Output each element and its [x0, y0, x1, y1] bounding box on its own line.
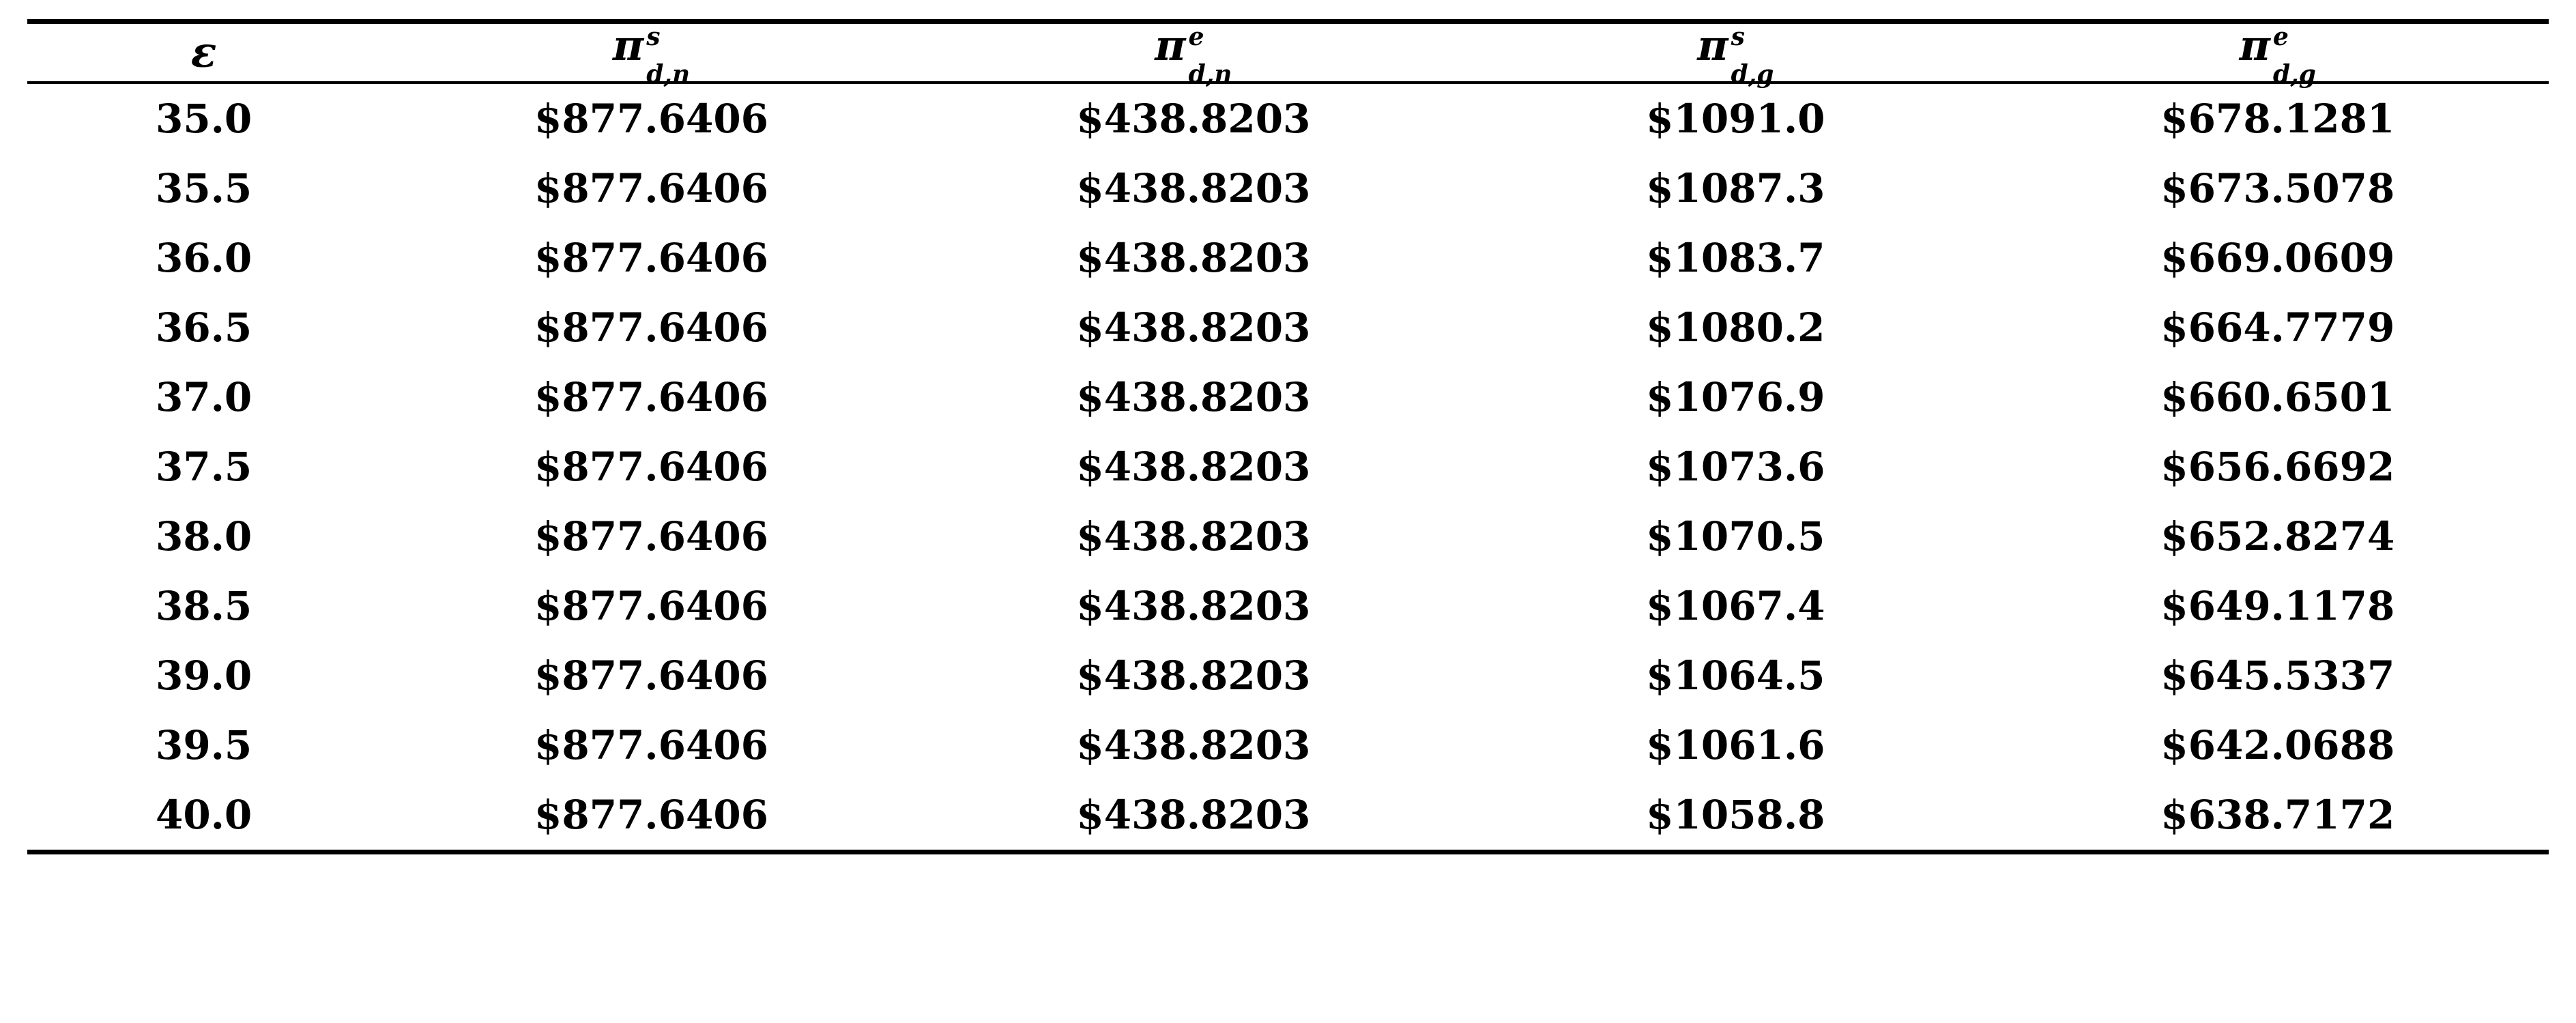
cell-pi-e-dg: $638.7172 — [2160, 791, 2395, 838]
symbol-scripts: s d,n — [646, 23, 691, 89]
column-header-pi-e-dg — [2007, 20, 2549, 89]
cell-pi-s-dn: $877.6406 — [534, 721, 769, 768]
cell-pi-e-dg: $678.1281 — [2160, 95, 2395, 142]
table-row — [27, 432, 2549, 502]
cell-pi-s-dn: $877.6406 — [534, 652, 769, 699]
symbol-pi-e-dn: π e d,n — [1155, 20, 1232, 89]
cell-epsilon: 39.5 — [156, 721, 252, 768]
cell-pi-s-dg: $1058.8 — [1646, 791, 1825, 838]
cell-pi-e-dg: $664.7779 — [2160, 304, 2395, 351]
table-row — [27, 710, 2549, 780]
cell-pi-e-dg: $652.8274 — [2160, 513, 2395, 560]
cell-epsilon: 35.0 — [156, 95, 252, 142]
symbol-pi-e-dg: π e d,g — [2239, 20, 2316, 89]
cell-epsilon: 38.5 — [156, 582, 252, 629]
symbol-scripts: e d,g — [2273, 23, 2316, 89]
cell-pi-s-dn: $877.6406 — [534, 234, 769, 281]
cell-pi-e-dg: $660.6501 — [2160, 373, 2395, 420]
cell-pi-s-dn: $877.6406 — [534, 791, 769, 838]
cell-pi-s-dg: $1061.6 — [1646, 721, 1825, 768]
column-header-pi-e-dn — [923, 20, 1464, 89]
cell-pi-e-dn: $438.8203 — [1076, 582, 1311, 629]
cell-pi-s-dg: $1070.5 — [1646, 513, 1825, 560]
cell-pi-e-dn: $438.8203 — [1076, 513, 1311, 560]
table-row — [27, 641, 2549, 710]
table-row — [27, 154, 2549, 223]
column-header-pi-s-dn — [380, 20, 922, 89]
cell-pi-e-dg: $673.5078 — [2160, 164, 2395, 212]
cell-epsilon: 40.0 — [156, 791, 252, 838]
table-row — [27, 84, 2549, 154]
cell-pi-e-dn: $438.8203 — [1076, 234, 1311, 281]
cell-pi-s-dn: $877.6406 — [534, 304, 769, 351]
table-row — [27, 571, 2549, 641]
column-header-epsilon — [27, 24, 380, 83]
cell-pi-e-dg: $642.0688 — [2160, 721, 2395, 768]
table-row — [27, 293, 2549, 362]
cell-pi-s-dn: $877.6406 — [534, 443, 769, 490]
cell-pi-s-dg: $1073.6 — [1646, 443, 1825, 490]
cell-pi-e-dn: $438.8203 — [1076, 721, 1311, 768]
cell-pi-e-dg: $669.0609 — [2160, 234, 2395, 281]
cell-pi-s-dg: $1087.3 — [1646, 164, 1825, 212]
cell-pi-s-dg: $1083.7 — [1646, 234, 1825, 281]
table-row — [27, 223, 2549, 293]
cell-pi-e-dg: $656.6692 — [2160, 443, 2395, 490]
cell-pi-e-dn: $438.8203 — [1076, 164, 1311, 212]
column-header-pi-s-dg — [1464, 20, 2006, 89]
cell-epsilon: 35.5 — [156, 164, 252, 212]
cell-pi-e-dn: $438.8203 — [1076, 791, 1311, 838]
symbol-epsilon: ε — [190, 27, 217, 77]
cell-pi-s-dn: $877.6406 — [534, 513, 769, 560]
cell-pi-s-dn: $877.6406 — [534, 582, 769, 629]
cell-pi-e-dg: $645.5337 — [2160, 652, 2395, 699]
table-bottom-rule — [27, 852, 2549, 854]
table-header-row — [27, 24, 2549, 83]
symbol-scripts: s d,g — [1731, 23, 1774, 89]
cell-pi-e-dg: $649.1178 — [2160, 582, 2395, 629]
cell-pi-s-dg: $1091.0 — [1646, 95, 1825, 142]
cell-pi-s-dg: $1064.5 — [1646, 652, 1825, 699]
cell-epsilon: 38.0 — [156, 513, 252, 560]
cell-pi-s-dg: $1076.9 — [1646, 373, 1825, 420]
table-row — [27, 502, 2549, 571]
cell-pi-s-dn: $877.6406 — [534, 95, 769, 142]
cell-epsilon: 36.0 — [156, 234, 252, 281]
cell-pi-s-dn: $877.6406 — [534, 373, 769, 420]
cell-pi-e-dn: $438.8203 — [1076, 652, 1311, 699]
table-row — [27, 362, 2549, 432]
symbol-pi-s-dg: π s d,g — [1697, 20, 1774, 89]
symbol-scripts: e d,n — [1188, 23, 1232, 89]
cell-epsilon: 36.5 — [156, 304, 252, 351]
table-row — [27, 780, 2549, 852]
cell-pi-e-dn: $438.8203 — [1076, 373, 1311, 420]
cell-pi-s-dn: $877.6406 — [534, 164, 769, 212]
cell-pi-e-dn: $438.8203 — [1076, 443, 1311, 490]
cell-pi-s-dg: $1080.2 — [1646, 304, 1825, 351]
cell-epsilon: 37.5 — [156, 443, 252, 490]
cell-epsilon: 37.0 — [156, 373, 252, 420]
cell-epsilon: 39.0 — [156, 652, 252, 699]
cell-pi-s-dg: $1067.4 — [1646, 582, 1825, 629]
cell-pi-e-dn: $438.8203 — [1076, 304, 1311, 351]
cell-pi-e-dn: $438.8203 — [1076, 95, 1311, 142]
results-table — [27, 19, 2549, 854]
symbol-pi-s-dn: π s d,n — [612, 20, 691, 89]
